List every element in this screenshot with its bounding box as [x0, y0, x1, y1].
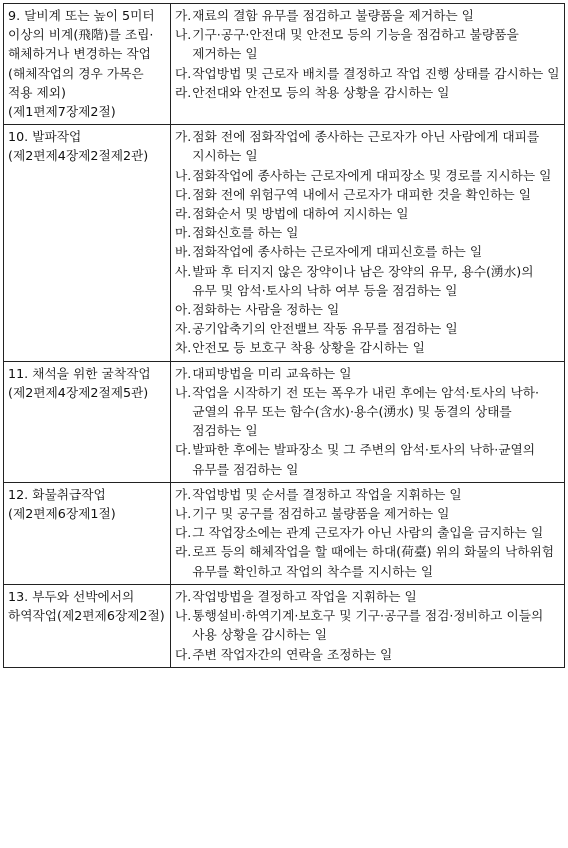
- duties-cell: [171, 361, 565, 482]
- duty-item: [175, 166, 561, 185]
- duty-text: 로프 등의 해체작업을 할 때에는 하대(荷臺) 위의 화물의 낙하위험 유무를 확인하고 작업의 착수를 지시하는 일: [192, 544, 554, 579]
- duty-item: [175, 319, 561, 338]
- duty-marker: 나.: [175, 167, 192, 183]
- duty-table: [3, 3, 565, 668]
- duty-item: [175, 185, 561, 204]
- duty-table-body: [4, 4, 565, 668]
- duty-item: [175, 645, 561, 664]
- duty-marker: 나.: [175, 384, 192, 400]
- duty-item: [175, 204, 561, 223]
- duty-item: [175, 25, 561, 63]
- duty-text: 작업을 시작하기 전 또는 폭우가 내린 후에는 암석·토사의 낙하·균열의 유무 또는 함수(含水)·용수(湧水) 및 동결의 상태를 점검하는 일: [192, 384, 540, 439]
- duty-marker: 가.: [175, 486, 192, 502]
- duty-text: 안전모 등 보호구 착용 상황을 감시하는 일: [192, 340, 425, 356]
- duties-cell: [171, 482, 565, 584]
- duty-marker: 자.: [175, 321, 192, 337]
- duty-text: 주변 작업자간의 연락을 조정하는 일: [192, 646, 393, 662]
- duty-text: 공기압축기의 안전밸브 작동 유무를 점검하는 일: [192, 321, 458, 337]
- work-type-cell: 9. 달비계 또는 높이 5미터 이상의 비계(飛階)를 조립·해체하거나 변경하는 작업(해체작업의 경우 가목은 적용 제외)(제1편제7장제2절): [4, 4, 171, 125]
- work-type-cell: 10. 발파작업(제2편제4장제2절제2관): [4, 125, 171, 361]
- duty-marker: 사.: [175, 263, 192, 279]
- duty-text: 발파한 후에는 발파장소 및 그 주변의 암석·토사의 낙하·균열의 유무를 점검하는 일: [192, 442, 535, 477]
- duty-text: 안전대와 안전모 등의 착용 상황을 감시하는 일: [192, 84, 450, 100]
- duty-marker: 가.: [175, 588, 192, 604]
- duty-marker: 다.: [175, 646, 192, 662]
- duty-text: 점화 전에 점화작업에 종사하는 근로자가 아닌 사람에게 대피를 지시하는 일: [192, 129, 540, 164]
- duty-text: 통행설비·하역기계·보호구 및 기구·공구를 점검·정비하고 이들의 사용 상황을 감시하는 일: [192, 608, 544, 643]
- duty-marker: 가.: [175, 365, 192, 381]
- duty-item: [175, 523, 561, 542]
- duties-cell: [171, 584, 565, 667]
- duty-item: [175, 127, 561, 165]
- duties-cell: [171, 4, 565, 125]
- duty-item: [175, 338, 561, 357]
- table-row: [4, 361, 565, 482]
- duty-marker: 가.: [175, 8, 192, 23]
- work-type-cell: 12. 화물취급작업(제2편제6장제1절): [4, 482, 171, 584]
- duty-text: 작업방법 및 순서를 결정하고 작업을 지휘하는 일: [192, 486, 462, 502]
- table-row: [4, 4, 565, 125]
- duty-item: [175, 504, 561, 523]
- work-type-cell: 11. 채석을 위한 굴착작업(제2편제4장제2절제5관): [4, 361, 171, 482]
- duty-item: [175, 242, 561, 261]
- duty-text: 발파 후 터지지 않은 장약이나 남은 장약의 유무, 용수(湧水)의 유무 및 암석·토사의 낙하 여부 등을 점검하는 일: [192, 263, 534, 298]
- duty-marker: 다.: [175, 525, 192, 541]
- duty-text: 점화순서 및 방법에 대하여 지시하는 일: [192, 206, 409, 222]
- duty-item: [175, 83, 561, 102]
- duty-marker: 다.: [175, 65, 192, 81]
- duty-marker: 아.: [175, 302, 192, 318]
- duty-text: 점화하는 사람을 정하는 일: [192, 302, 340, 318]
- duties-cell: [171, 125, 565, 361]
- work-type-cell: 13. 부두와 선박에서의 하역작업(제2편제6장제2절): [4, 584, 171, 667]
- duty-text: 점화작업에 종사하는 근로자에게 대피신호를 하는 일: [192, 244, 483, 260]
- duty-text: 작업방법 및 근로자 배치를 결정하고 작업 진행 상태를 감시하는 일: [192, 65, 560, 81]
- duty-item: [175, 485, 561, 504]
- duty-item: [175, 262, 561, 300]
- duty-text: 기구·공구·안전대 및 안전모 등의 기능을 점검하고 불량품을 제거하는 일: [192, 27, 519, 62]
- duty-item: [175, 223, 561, 242]
- duty-item: [175, 364, 561, 383]
- duty-marker: 나.: [175, 608, 192, 624]
- duty-text: 점화 전에 위험구역 내에서 근로자가 대피한 것을 확인하는 일: [192, 186, 531, 202]
- duty-text: 기구 및 공구를 점검하고 불량품을 제거하는 일: [192, 506, 450, 522]
- duty-marker: 바.: [175, 244, 192, 260]
- duty-item: [175, 300, 561, 319]
- table-row: [4, 482, 565, 584]
- duty-item: [175, 64, 561, 83]
- duty-item: [175, 606, 561, 644]
- duty-marker: 마.: [175, 225, 192, 241]
- duty-text: 점화작업에 종사하는 근로자에게 대피장소 및 경로를 지시하는 일: [192, 167, 552, 183]
- duty-text: 점화신호를 하는 일: [192, 225, 299, 241]
- duty-marker: 라.: [175, 544, 192, 560]
- duty-item: [175, 440, 561, 478]
- duty-marker: 라.: [175, 84, 192, 100]
- duty-marker: 나.: [175, 506, 192, 522]
- duty-text: 대피방법을 미리 교육하는 일: [192, 365, 352, 381]
- duty-marker: 가.: [175, 129, 192, 145]
- duty-marker: 나.: [175, 27, 192, 43]
- duty-item: [175, 383, 561, 441]
- table-row: [4, 125, 565, 361]
- duty-text: 그 작업장소에는 관계 근로자가 아닌 사람의 출입을 금지하는 일: [192, 525, 544, 541]
- duty-item: [175, 542, 561, 580]
- table-row: [4, 584, 565, 667]
- duty-marker: 다.: [175, 442, 192, 458]
- duty-item: [175, 587, 561, 606]
- duty-text: 작업방법을 결정하고 작업을 지휘하는 일: [192, 588, 417, 604]
- duty-text: 재료의 결함 유무를 점검하고 불량품을 제거하는 일: [192, 8, 474, 23]
- duty-marker: 라.: [175, 206, 192, 222]
- duty-marker: 차.: [175, 340, 192, 356]
- duty-marker: 다.: [175, 186, 192, 202]
- duty-item: [175, 6, 561, 25]
